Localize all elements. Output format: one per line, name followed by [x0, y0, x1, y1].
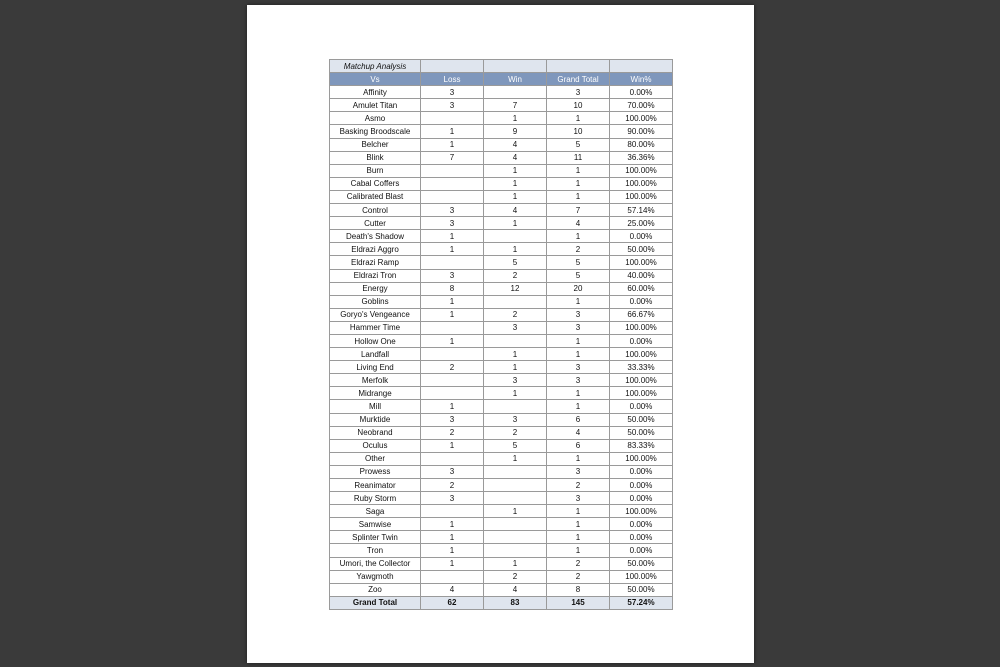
table-row — [330, 321, 673, 334]
loss-cell: 7 — [421, 151, 484, 164]
grand-total-cell: 3 — [547, 86, 610, 99]
table-body — [330, 60, 673, 610]
win-cell — [484, 230, 547, 243]
vs-cell: Umori, the Collector — [330, 557, 421, 570]
grand-total-cell: 2 — [547, 243, 610, 256]
table-row — [330, 452, 673, 465]
grand-total-cell: 1 — [547, 505, 610, 518]
win-pct-cell: 0.00% — [610, 518, 673, 531]
win-pct-cell: 100.00% — [610, 190, 673, 203]
total-win-cell: 83 — [484, 596, 547, 609]
table-row — [330, 557, 673, 570]
header-vs: Vs — [330, 73, 421, 86]
grand-total-cell: 1 — [547, 387, 610, 400]
win-cell — [484, 479, 547, 492]
table-row — [330, 99, 673, 112]
win-pct-cell: 60.00% — [610, 282, 673, 295]
vs-cell: Other — [330, 452, 421, 465]
grand-total-cell: 6 — [547, 413, 610, 426]
total-win-pct-cell: 57.24% — [610, 596, 673, 609]
loss-cell: 2 — [421, 361, 484, 374]
loss-cell — [421, 452, 484, 465]
win-cell: 1 — [484, 361, 547, 374]
document-page — [247, 5, 754, 663]
grand-total-cell: 20 — [547, 282, 610, 295]
grand-total-cell: 1 — [547, 334, 610, 347]
win-pct-cell: 50.00% — [610, 583, 673, 596]
loss-cell: 2 — [421, 426, 484, 439]
win-cell: 2 — [484, 570, 547, 583]
win-cell: 1 — [484, 452, 547, 465]
table-row — [330, 374, 673, 387]
grand-total-cell: 1 — [547, 518, 610, 531]
grand-total-cell: 1 — [547, 452, 610, 465]
loss-cell: 3 — [421, 465, 484, 478]
loss-cell — [421, 256, 484, 269]
grand-total-cell: 3 — [547, 492, 610, 505]
vs-cell: Merfolk — [330, 374, 421, 387]
grand-total-cell: 1 — [547, 295, 610, 308]
grand-total-cell: 1 — [547, 348, 610, 361]
table-row — [330, 256, 673, 269]
win-pct-cell: 100.00% — [610, 348, 673, 361]
win-cell: 2 — [484, 426, 547, 439]
loss-cell: 4 — [421, 583, 484, 596]
vs-cell: Saga — [330, 505, 421, 518]
loss-cell: 1 — [421, 544, 484, 557]
table-row — [330, 177, 673, 190]
vs-cell: Calibrated Blast — [330, 190, 421, 203]
vs-cell: Death's Shadow — [330, 230, 421, 243]
table-row — [330, 387, 673, 400]
win-pct-cell: 33.33% — [610, 361, 673, 374]
win-pct-cell: 0.00% — [610, 86, 673, 99]
win-cell: 1 — [484, 505, 547, 518]
grand-total-cell: 1 — [547, 531, 610, 544]
grand-total-cell: 8 — [547, 583, 610, 596]
title-empty-cell — [610, 60, 673, 73]
table-row — [330, 492, 673, 505]
table-row — [330, 334, 673, 347]
table-row — [330, 190, 673, 203]
vs-cell: Landfall — [330, 348, 421, 361]
win-pct-cell: 83.33% — [610, 439, 673, 452]
vs-cell: Burn — [330, 164, 421, 177]
win-pct-cell: 100.00% — [610, 505, 673, 518]
title-empty-cell — [484, 60, 547, 73]
win-pct-cell: 100.00% — [610, 256, 673, 269]
header-grand-total: Grand Total — [547, 73, 610, 86]
vs-cell: Cutter — [330, 217, 421, 230]
grand-total-cell: 1 — [547, 112, 610, 125]
table-row — [330, 439, 673, 452]
vs-cell: Hollow One — [330, 334, 421, 347]
grand-total-cell: 4 — [547, 426, 610, 439]
loss-cell: 1 — [421, 531, 484, 544]
win-pct-cell: 0.00% — [610, 334, 673, 347]
win-pct-cell: 0.00% — [610, 479, 673, 492]
win-cell: 9 — [484, 125, 547, 138]
win-cell — [484, 518, 547, 531]
loss-cell — [421, 177, 484, 190]
vs-cell: Goryo's Vengeance — [330, 308, 421, 321]
vs-cell: Blink — [330, 151, 421, 164]
vs-cell: Samwise — [330, 518, 421, 531]
loss-cell: 1 — [421, 557, 484, 570]
vs-cell: Amulet Titan — [330, 99, 421, 112]
vs-cell: Belcher — [330, 138, 421, 151]
win-pct-cell: 80.00% — [610, 138, 673, 151]
header-win-pct: Win% — [610, 73, 673, 86]
table-row — [330, 138, 673, 151]
loss-cell: 1 — [421, 518, 484, 531]
win-cell: 1 — [484, 177, 547, 190]
title-row — [330, 60, 673, 73]
table-row — [330, 531, 673, 544]
grand-total-cell: 5 — [547, 138, 610, 151]
win-cell: 2 — [484, 308, 547, 321]
win-pct-cell: 50.00% — [610, 426, 673, 439]
grand-total-cell: 3 — [547, 321, 610, 334]
table-row — [330, 86, 673, 99]
loss-cell: 1 — [421, 138, 484, 151]
win-cell — [484, 86, 547, 99]
table-row — [330, 361, 673, 374]
vs-cell: Eldrazi Ramp — [330, 256, 421, 269]
vs-cell: Midrange — [330, 387, 421, 400]
loss-cell: 1 — [421, 230, 484, 243]
header-loss: Loss — [421, 73, 484, 86]
win-cell: 1 — [484, 348, 547, 361]
win-cell — [484, 295, 547, 308]
loss-cell — [421, 321, 484, 334]
loss-cell: 1 — [421, 125, 484, 138]
win-cell: 5 — [484, 439, 547, 452]
vs-cell: Yawgmoth — [330, 570, 421, 583]
win-cell: 1 — [484, 217, 547, 230]
grand-total-cell: 7 — [547, 204, 610, 217]
table-row — [330, 544, 673, 557]
vs-cell: Zoo — [330, 583, 421, 596]
table-title: Matchup Analysis — [330, 60, 421, 73]
win-cell — [484, 334, 547, 347]
win-pct-cell: 0.00% — [610, 531, 673, 544]
vs-cell: Asmo — [330, 112, 421, 125]
loss-cell: 2 — [421, 479, 484, 492]
grand-total-cell: 1 — [547, 230, 610, 243]
grand-total-cell: 3 — [547, 374, 610, 387]
win-cell: 3 — [484, 321, 547, 334]
title-empty-cell — [421, 60, 484, 73]
win-cell: 2 — [484, 269, 547, 282]
win-pct-cell: 57.14% — [610, 204, 673, 217]
table-row — [330, 295, 673, 308]
table-row — [330, 164, 673, 177]
grand-total-cell: 11 — [547, 151, 610, 164]
table-row — [330, 570, 673, 583]
table-row — [330, 479, 673, 492]
total-loss-cell: 62 — [421, 596, 484, 609]
win-pct-cell: 90.00% — [610, 125, 673, 138]
win-pct-cell: 0.00% — [610, 544, 673, 557]
vs-cell: Neobrand — [330, 426, 421, 439]
table-row — [330, 125, 673, 138]
vs-cell: Eldrazi Tron — [330, 269, 421, 282]
win-pct-cell: 66.67% — [610, 308, 673, 321]
loss-cell — [421, 374, 484, 387]
grand-total-cell: 2 — [547, 570, 610, 583]
grand-total-cell: 1 — [547, 164, 610, 177]
table-row — [330, 217, 673, 230]
loss-cell — [421, 348, 484, 361]
grand-total-cell: 3 — [547, 361, 610, 374]
win-cell: 1 — [484, 387, 547, 400]
vs-cell: Reanimator — [330, 479, 421, 492]
table-row — [330, 269, 673, 282]
total-grand-total-cell: 145 — [547, 596, 610, 609]
vs-cell: Murktide — [330, 413, 421, 426]
vs-cell: Mill — [330, 400, 421, 413]
vs-cell: Control — [330, 204, 421, 217]
vs-cell: Cabal Coffers — [330, 177, 421, 190]
loss-cell: 1 — [421, 308, 484, 321]
win-cell: 1 — [484, 164, 547, 177]
win-pct-cell: 100.00% — [610, 164, 673, 177]
win-cell: 1 — [484, 190, 547, 203]
win-pct-cell: 100.00% — [610, 570, 673, 583]
loss-cell: 1 — [421, 334, 484, 347]
vs-cell: Goblins — [330, 295, 421, 308]
win-cell — [484, 544, 547, 557]
win-pct-cell: 0.00% — [610, 465, 673, 478]
loss-cell: 3 — [421, 99, 484, 112]
win-pct-cell: 100.00% — [610, 452, 673, 465]
table-row — [330, 505, 673, 518]
table-row — [330, 151, 673, 164]
table-row — [330, 518, 673, 531]
grand-total-cell: 1 — [547, 400, 610, 413]
loss-cell — [421, 112, 484, 125]
win-cell: 4 — [484, 204, 547, 217]
win-pct-cell: 50.00% — [610, 413, 673, 426]
vs-cell: Basking Broodscale — [330, 125, 421, 138]
grand-total-cell: 2 — [547, 479, 610, 492]
grand-total-cell: 4 — [547, 217, 610, 230]
loss-cell — [421, 570, 484, 583]
win-cell: 7 — [484, 99, 547, 112]
win-pct-cell: 100.00% — [610, 321, 673, 334]
table-row — [330, 426, 673, 439]
grand-total-cell: 10 — [547, 125, 610, 138]
loss-cell: 1 — [421, 439, 484, 452]
table-row — [330, 348, 673, 361]
win-pct-cell: 0.00% — [610, 295, 673, 308]
grand-total-cell: 10 — [547, 99, 610, 112]
table-row — [330, 465, 673, 478]
loss-cell: 3 — [421, 492, 484, 505]
grand-total-cell: 1 — [547, 544, 610, 557]
grand-total-cell: 3 — [547, 308, 610, 321]
grand-total-cell: 3 — [547, 465, 610, 478]
win-pct-cell: 0.00% — [610, 400, 673, 413]
grand-total-cell: 1 — [547, 190, 610, 203]
grand-total-cell: 5 — [547, 269, 610, 282]
grand-total-cell: 1 — [547, 177, 610, 190]
win-cell — [484, 400, 547, 413]
win-cell: 1 — [484, 112, 547, 125]
table-row — [330, 583, 673, 596]
win-cell: 4 — [484, 151, 547, 164]
table-row — [330, 204, 673, 217]
loss-cell: 3 — [421, 269, 484, 282]
title-empty-cell — [547, 60, 610, 73]
vs-cell: Prowess — [330, 465, 421, 478]
win-pct-cell: 100.00% — [610, 112, 673, 125]
win-pct-cell: 36.36% — [610, 151, 673, 164]
vs-cell: Energy — [330, 282, 421, 295]
grand-total-row — [330, 596, 673, 609]
win-pct-cell: 50.00% — [610, 243, 673, 256]
loss-cell: 1 — [421, 400, 484, 413]
loss-cell — [421, 190, 484, 203]
loss-cell — [421, 387, 484, 400]
table-row — [330, 112, 673, 125]
vs-cell: Eldrazi Aggro — [330, 243, 421, 256]
grand-total-cell: 6 — [547, 439, 610, 452]
header-win: Win — [484, 73, 547, 86]
table-row — [330, 308, 673, 321]
total-vs-cell: Grand Total — [330, 596, 421, 609]
vs-cell: Living End — [330, 361, 421, 374]
vs-cell: Affinity — [330, 86, 421, 99]
grand-total-cell: 2 — [547, 557, 610, 570]
win-cell — [484, 531, 547, 544]
win-cell: 4 — [484, 138, 547, 151]
vs-cell: Oculus — [330, 439, 421, 452]
win-pct-cell: 40.00% — [610, 269, 673, 282]
win-cell: 3 — [484, 374, 547, 387]
table-row — [330, 400, 673, 413]
loss-cell: 1 — [421, 295, 484, 308]
matchup-table — [329, 59, 673, 610]
loss-cell: 1 — [421, 243, 484, 256]
win-cell: 1 — [484, 557, 547, 570]
win-cell — [484, 492, 547, 505]
table-row — [330, 230, 673, 243]
win-cell: 5 — [484, 256, 547, 269]
loss-cell: 3 — [421, 217, 484, 230]
vs-cell: Hammer Time — [330, 321, 421, 334]
win-pct-cell: 70.00% — [610, 99, 673, 112]
win-pct-cell: 0.00% — [610, 230, 673, 243]
loss-cell: 8 — [421, 282, 484, 295]
loss-cell: 3 — [421, 413, 484, 426]
table-row — [330, 413, 673, 426]
loss-cell — [421, 505, 484, 518]
loss-cell: 3 — [421, 204, 484, 217]
win-pct-cell: 50.00% — [610, 557, 673, 570]
header-row — [330, 73, 673, 86]
table-row — [330, 282, 673, 295]
vs-cell: Tron — [330, 544, 421, 557]
win-pct-cell: 0.00% — [610, 492, 673, 505]
loss-cell: 3 — [421, 86, 484, 99]
win-cell — [484, 465, 547, 478]
win-pct-cell: 100.00% — [610, 387, 673, 400]
win-cell: 12 — [484, 282, 547, 295]
win-cell: 3 — [484, 413, 547, 426]
win-pct-cell: 100.00% — [610, 374, 673, 387]
grand-total-cell: 5 — [547, 256, 610, 269]
win-cell: 1 — [484, 243, 547, 256]
win-pct-cell: 100.00% — [610, 177, 673, 190]
vs-cell: Ruby Storm — [330, 492, 421, 505]
win-pct-cell: 25.00% — [610, 217, 673, 230]
win-cell: 4 — [484, 583, 547, 596]
table-row — [330, 243, 673, 256]
loss-cell — [421, 164, 484, 177]
vs-cell: Splinter Twin — [330, 531, 421, 544]
